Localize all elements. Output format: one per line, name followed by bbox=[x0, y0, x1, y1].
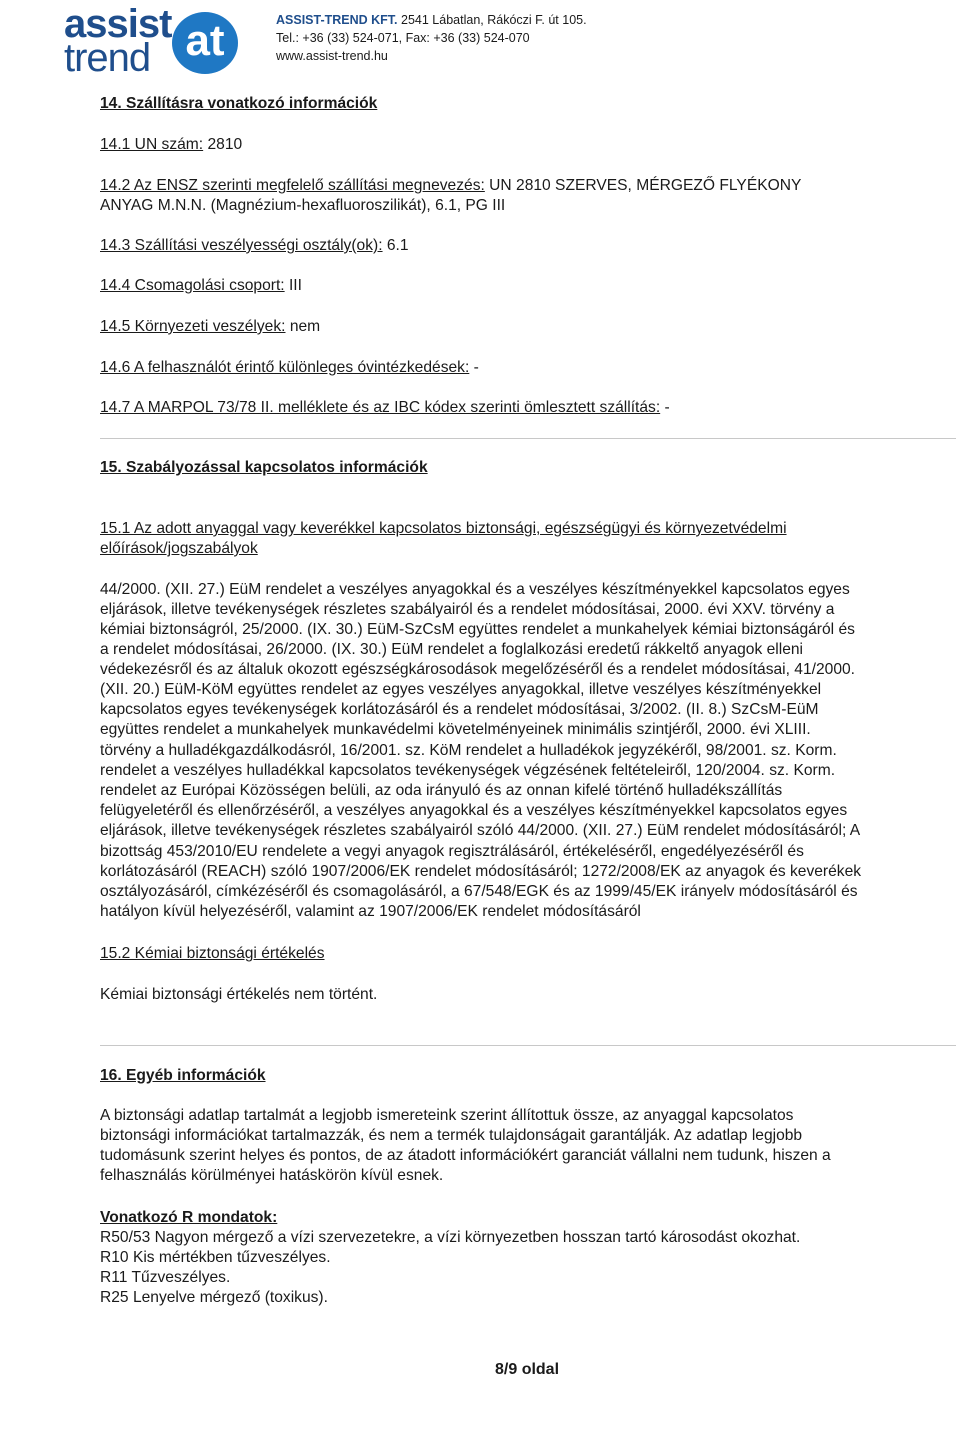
company-logo bbox=[64, 2, 244, 80]
company-phone: Tel.: +36 (33) 524-071, Fax: +36 (33) 524-070 bbox=[276, 31, 530, 45]
page-number: 8/9 oldal bbox=[495, 1361, 560, 1378]
r-phrase: R11 Tűzveszélyes. bbox=[100, 1269, 231, 1286]
s14-4-label: 14.4 Csomagolási csoport: bbox=[100, 277, 285, 294]
section-14-1 bbox=[100, 135, 242, 155]
s14-7-value: - bbox=[660, 399, 670, 416]
regulation-line: eljárások, illetve tevékenységek részletes szabályairól szóló 44/2000. (XII. 27.) EüM rendelet módosításáról; A bbox=[100, 822, 861, 839]
info-paragraph-line: tudomásunk szerint helyes és pontos, de az átadott információkért garanciát vállalni nem tudunk, hiszen a bbox=[100, 1147, 831, 1164]
company-name: ASSIST-TREND KFT. bbox=[276, 13, 398, 27]
regulation-line: együttes rendelet a munkahelyek munkavédelmi követelményeinek minimális szintjéről, 2000. évi XLIII. bbox=[100, 721, 811, 738]
section-14-5 bbox=[100, 317, 320, 337]
s14-6-label: 14.6 A felhasználót érintő különleges óvintézkedések: bbox=[100, 359, 470, 376]
regulation-line: rendelet az Európai Közösségen belüli, az oda irányuló és az onnan kifelé történő hulladékszállítás bbox=[100, 782, 783, 799]
s15-2-text: Kémiai biztonsági értékelés nem történt. bbox=[100, 986, 378, 1003]
regulation-line: korlátozásáról (REACH) szóló 1907/2006/EK rendelet módosításáról; 1272/2008/EK az anyagok és keverékek bbox=[100, 863, 862, 880]
regulation-line: törvény a hulladékgazdálkodásról, 16/2001. sz. KöM rendelet a hulladékok jegyzékéről, 98/2001. sz. Korm. bbox=[100, 742, 837, 759]
info-paragraph-line: A biztonsági adatlap tartalmát a legjobb ismereteink szerint állítottuk össze, az anyaggal kapcsolatos bbox=[100, 1107, 794, 1124]
s14-2-value-line2: ANYAG M.N.N. (Magnézium-hexafluoroszilikát), 6.1, PG III bbox=[100, 196, 506, 214]
section-14-2 bbox=[100, 176, 801, 196]
regulation-line: védekezésről és az általuk okozott egészségkárosodások megelőzéséről és a rendelet módosításai, 41/2000. bbox=[100, 661, 856, 678]
regulation-line: a rendelet módosításai, 26/2000. (IX. 30.) EüM rendelet a foglalkozási eredetű rákkeltő anyagok elleni bbox=[100, 641, 804, 658]
regulation-line: kapcsolatos egyes tevékenységek korlátozásáról és a rendelet módosításai, 3/2002. (II. 8.) SzCsM-EüM bbox=[100, 701, 819, 718]
r-phrases-title: Vonatkozó R mondatok: bbox=[100, 1209, 278, 1226]
s15-2-title: 15.2 Kémiai biztonsági értékelés bbox=[100, 945, 325, 962]
page-header bbox=[0, 0, 960, 80]
info-paragraph-line: biztonsági információkat tartalmazzák, és nem a termék tulajdonságait garantálják. Az adatlap legjobb bbox=[100, 1127, 803, 1144]
company-address: 2541 Lábatlan, Rákóczi F. út 105. bbox=[401, 13, 587, 27]
s14-1-value: 2810 bbox=[203, 136, 243, 153]
info-paragraph-line: felhasználás körülményei hatáskörön kívül esnek. bbox=[100, 1167, 444, 1184]
regulation-line: kémiai biztonságról, 25/2000. (IX. 30.) EüM-SzCsM együttes rendelet a munkahelyek kémiai biztonságáról és bbox=[100, 621, 855, 638]
logo-at-icon: at bbox=[172, 12, 238, 74]
s14-2-value-line1: UN 2810 SZERVES, MÉRGEZŐ FLYÉKONY bbox=[484, 177, 802, 194]
s14-2-label: 14.2 Az ENSZ szerinti megfelelő szállítási megnevezés: bbox=[100, 177, 485, 194]
regulation-line: (XII. 20.) EüM-KöM együttes rendelet az egyes veszélyes anyagokkal, illetve veszélyes készítményekkel bbox=[100, 681, 822, 698]
s14-7-label: 14.7 A MARPOL 73/78 II. melléklete és az IBC kódex szerinti ömlesztett szállítás: bbox=[100, 399, 661, 416]
s14-3-label: 14.3 Szállítási veszélyességi osztály(ok): bbox=[100, 237, 383, 254]
s14-5-label: 14.5 Környezeti veszélyek: bbox=[100, 318, 286, 335]
section-divider bbox=[100, 438, 956, 439]
r-phrase: R50/53 Nagyon mérgező a vízi szervezetekre, a vízi környezetben hosszan tartó károsodást okozhat. bbox=[100, 1229, 801, 1246]
section-14-4 bbox=[100, 276, 302, 296]
section-16-title: 16. Egyéb információk bbox=[100, 1067, 266, 1084]
company-web: www.assist-trend.hu bbox=[276, 49, 388, 63]
regulation-line: bizottság 453/2010/EU rendelete a vegyi anyagok regisztrálásáról, értékeléséről, engedélyezéséről és bbox=[100, 843, 804, 860]
company-info bbox=[276, 11, 587, 65]
s15-1-line2: előírások/jogszabályok bbox=[100, 540, 258, 557]
regulation-line: eljárások, illetve tevékenységek részletes szabályairól és a rendelet módosításai, 2000. évi XXV. törvény a bbox=[100, 601, 835, 618]
logo-word-trend: trend bbox=[64, 36, 151, 80]
regulation-line: 44/2000. (XII. 27.) EüM rendelet a veszélyes anyagokkal és a veszélyes készítményekkel kapcsolatos egyes bbox=[100, 581, 850, 598]
s14-1-label: 14.1 UN szám: bbox=[100, 136, 204, 153]
section-14-title: 14. Szállításra vonatkozó információk bbox=[100, 95, 378, 112]
s15-1-line1: 15.1 Az adott anyaggal vagy keverékkel kapcsolatos biztonsági, egészségügyi és környezetvédelmi bbox=[100, 520, 787, 537]
section-14-7 bbox=[100, 398, 670, 418]
s14-4-value: III bbox=[284, 277, 302, 294]
r-phrase: R25 Lenyelve mérgező (toxikus). bbox=[100, 1289, 328, 1306]
section-14-6 bbox=[100, 358, 479, 378]
logo-word-assist: assist bbox=[64, 2, 172, 46]
s14-6-value: - bbox=[469, 359, 479, 376]
regulation-line: osztályozásáról, címkézéséről és csomagolásáról, a 67/548/EGK és az 1999/45/EK irányelv módosításáról és bbox=[100, 883, 858, 900]
r-phrase: R10 Kis mértékben tűzveszélyes. bbox=[100, 1249, 331, 1266]
regulation-line: felügyeletéről és ellenőrzéséről, a veszélyes anyagokkal és a veszélyes készítményekkel kapcsolatos egyes bbox=[100, 802, 848, 819]
s14-5-value: nem bbox=[285, 318, 321, 335]
section-15-title: 15. Szabályozással kapcsolatos információk bbox=[100, 459, 428, 476]
section-divider bbox=[100, 1045, 956, 1046]
regulation-line: rendelet a veszélyes hulladékkal kapcsolatos tevékenységek végzésének feltételeiről, 120/2004. sz. Korm. bbox=[100, 762, 836, 779]
section-14-3 bbox=[100, 236, 409, 256]
regulation-line: hatályon kívül helyezéséről, valamint az 1907/2006/EK rendelet módosításáról bbox=[100, 903, 641, 920]
s14-3-value: 6.1 bbox=[382, 237, 409, 254]
